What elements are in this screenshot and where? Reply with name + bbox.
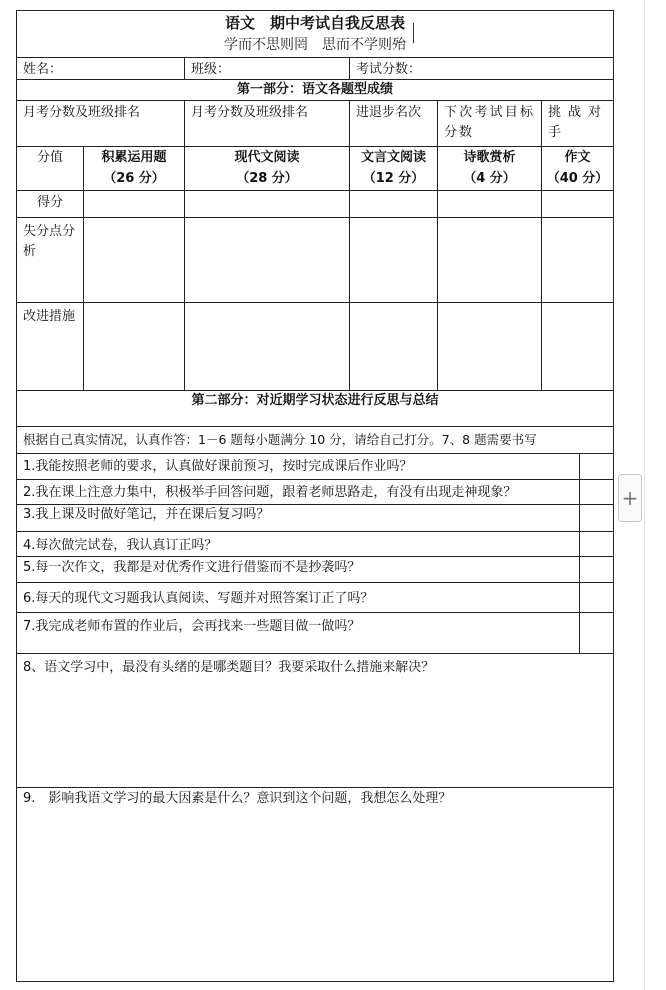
- analysis-cell[interactable]: [437, 218, 541, 302]
- column-points: （12 分）: [362, 171, 425, 186]
- improvement-cell[interactable]: [541, 303, 613, 390]
- q8-text: 8、语文学习中，最没有头绪的是哪类题目？我要采取什么措施来解决？: [23, 660, 435, 675]
- column-header: [83, 147, 184, 190]
- column-points: （26 分）: [103, 171, 165, 186]
- question-row: [17, 582, 613, 612]
- info-row: [17, 57, 613, 79]
- question-score-box[interactable]: [579, 532, 613, 556]
- class-field[interactable]: [184, 58, 349, 79]
- question-score-box[interactable]: [579, 557, 613, 582]
- column-name: 现代文阅读: [234, 150, 300, 165]
- question-row: [17, 504, 613, 531]
- goal-cell[interactable]: 月考分数及班级排名: [184, 101, 349, 146]
- question-text: 2.我在课上注意力集中，积极举手回答问题，跟着老师思路走，有没有出现走神现象？: [23, 485, 517, 500]
- motto: 学而不思则罔 思而不学则殆: [224, 37, 406, 53]
- analysis-cell[interactable]: [83, 218, 184, 302]
- question-text: 4.每次做完试卷，我认真订正吗？: [23, 538, 218, 553]
- question-text: 7.我完成老师布置的作业后，会再找来一些题目做一做吗？: [23, 619, 361, 634]
- question-text: 6.每天的现代文习题我认真阅读、写题并对照答案订正了吗？: [23, 591, 374, 606]
- column-name: 作文: [564, 150, 591, 165]
- goal-cell[interactable]: 挑战对手: [541, 101, 613, 146]
- goal-cell[interactable]: 下次考试目标分数: [437, 101, 541, 146]
- part2-title-row: [17, 390, 613, 426]
- question-row: [17, 479, 613, 504]
- column-header: [184, 147, 349, 190]
- q9-block[interactable]: [17, 787, 613, 981]
- column-points: （40 分）: [546, 171, 609, 186]
- analysis-cell[interactable]: [184, 218, 349, 302]
- score-header: 分值: [36, 150, 63, 165]
- part2-title: 第二部分：对近期学习状态进行反思与总结: [191, 393, 439, 408]
- score-row: [17, 190, 613, 217]
- row-label: 失分点分析: [23, 224, 76, 259]
- question-row: [17, 556, 613, 582]
- name-label: 姓名：: [23, 62, 63, 77]
- analysis-cell[interactable]: [541, 218, 613, 302]
- improvement-row: [17, 302, 613, 390]
- score-cell[interactable]: [349, 191, 437, 217]
- instructions-row: [17, 426, 613, 453]
- question-row: [17, 612, 613, 653]
- question-row: [17, 531, 613, 556]
- score-cell[interactable]: [83, 191, 184, 217]
- score-cell[interactable]: [437, 191, 541, 217]
- part1-title: 第一部分：语文各题型成绩: [236, 82, 393, 97]
- question-score-box[interactable]: [579, 583, 613, 612]
- reflection-form: [16, 10, 614, 982]
- title-block: [17, 11, 613, 57]
- question-text: 5.每一次作文，我都是对优秀作文进行借鉴而不是抄袭吗？: [23, 560, 361, 575]
- improvement-cell[interactable]: [83, 303, 184, 390]
- question-text: 3.我上课及时做好笔记，并在课后复习吗？: [23, 507, 270, 522]
- score-label: 考试分数：: [356, 62, 422, 77]
- analysis-cell[interactable]: [349, 218, 437, 302]
- score-cell[interactable]: [541, 191, 613, 217]
- column-header: [541, 147, 613, 190]
- row-label: 改进措施: [23, 309, 76, 324]
- instructions: 根据自己真实情况，认真作答：1－6 题每小题满分 10 分，请给自己打分。7、8 题需要书写: [23, 432, 537, 447]
- question-score-box[interactable]: [579, 454, 613, 479]
- column-name: 诗歌赏析: [463, 150, 516, 165]
- class-label: 班级：: [191, 62, 231, 77]
- row-label: 得分: [36, 195, 63, 210]
- question-score-box[interactable]: [579, 613, 613, 653]
- score-cell[interactable]: [184, 191, 349, 217]
- column-points: （28 分）: [236, 171, 298, 186]
- improvement-cell[interactable]: [349, 303, 437, 390]
- q9-text: 9. 影响我语文学习的最大因素是什么？意识到这个问题，我想怎么处理？: [23, 791, 452, 806]
- add-button[interactable]: +: [618, 474, 642, 522]
- column-header: [437, 147, 541, 190]
- column-points: （4 分）: [463, 171, 516, 186]
- question-score-box[interactable]: [579, 480, 613, 504]
- loss-analysis-row: [17, 217, 613, 302]
- goal-cell[interactable]: 月考分数及班级排名: [23, 105, 141, 120]
- goal-cell[interactable]: 进退步名次: [349, 101, 437, 146]
- column-name: 积累运用题: [101, 150, 167, 165]
- goals-row: [17, 100, 613, 146]
- page-margin-guide: [644, 0, 645, 990]
- column-name: 文言文阅读: [360, 150, 426, 165]
- improvement-cell[interactable]: [437, 303, 541, 390]
- question-text: 1.我能按照老师的要求，认真做好课前预习，按时完成课后作业吗？: [23, 459, 413, 474]
- question-score-box[interactable]: [579, 505, 613, 531]
- column-header: [349, 147, 437, 190]
- question-row: [17, 453, 613, 479]
- name-field[interactable]: [17, 58, 184, 79]
- score-field[interactable]: [349, 58, 613, 79]
- part1-title-row: [17, 79, 613, 100]
- column-header-row: [17, 146, 613, 190]
- page-title: 语文 期中考试自我反思表: [224, 14, 405, 32]
- q8-block[interactable]: [17, 653, 613, 787]
- improvement-cell[interactable]: [184, 303, 349, 390]
- text-cursor: [413, 23, 414, 43]
